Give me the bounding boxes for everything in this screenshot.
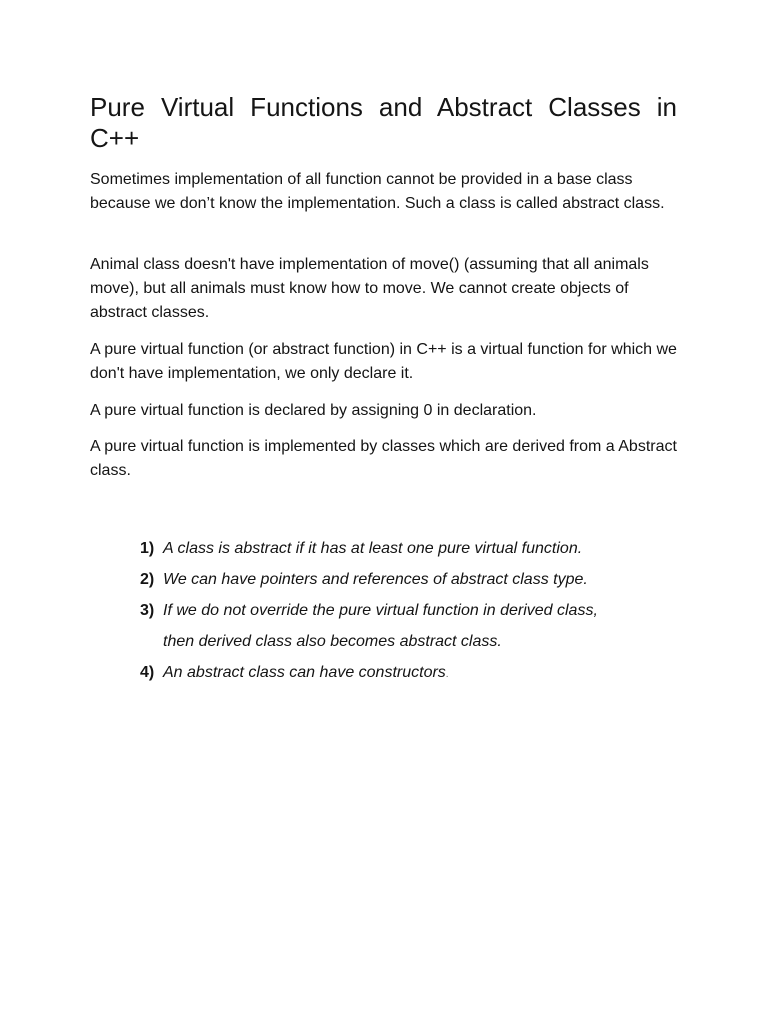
list-text-continuation: then derived class also becomes abstract class.	[163, 633, 502, 650]
list-number: 1)	[140, 540, 155, 557]
paragraph-implementation: A pure virtual function is implemented by classes which are derived from a Abstract class.	[90, 438, 677, 479]
key-points-list	[140, 533, 700, 690]
paragraph-declaration: A pure virtual function is declared by assigning 0 in declaration.	[90, 402, 537, 419]
list-text: An abstract class can have constructors	[163, 664, 446, 681]
list-number: 3)	[140, 602, 155, 619]
list-text-wrapper	[163, 595, 598, 657]
list-text: We can have pointers and references of abstract class type.	[163, 571, 588, 588]
list-text: If we do not override the pure virtual function in derived class,	[163, 602, 598, 619]
list-item	[140, 564, 700, 595]
list-item	[140, 657, 700, 690]
list-trailing-period: .	[445, 669, 449, 680]
page-title: Pure Virtual Functions and Abstract Classes in C++	[90, 92, 677, 153]
list-number: 4)	[140, 664, 155, 681]
paragraph-animal-example: Animal class doesn't have implementation of move() (assuming that all animals move), but all animals must know how to move. We cannot create objects of abstract classes.	[90, 256, 649, 321]
list-item	[140, 595, 700, 657]
paragraph-intro: Sometimes implementation of all function cannot be provided in a base class because we don’t know the implementation. Such a class is called abstract class.	[90, 171, 665, 212]
paragraph-pure-virtual-definition: A pure virtual function (or abstract function) in C++ is a virtual function for which we don't have implementation, we only declare it.	[90, 341, 677, 382]
list-number: 2)	[140, 571, 155, 588]
list-text: A class is abstract if it has at least one pure virtual function.	[163, 540, 583, 557]
list-item	[140, 533, 700, 564]
list-text-wrapper	[163, 657, 449, 690]
